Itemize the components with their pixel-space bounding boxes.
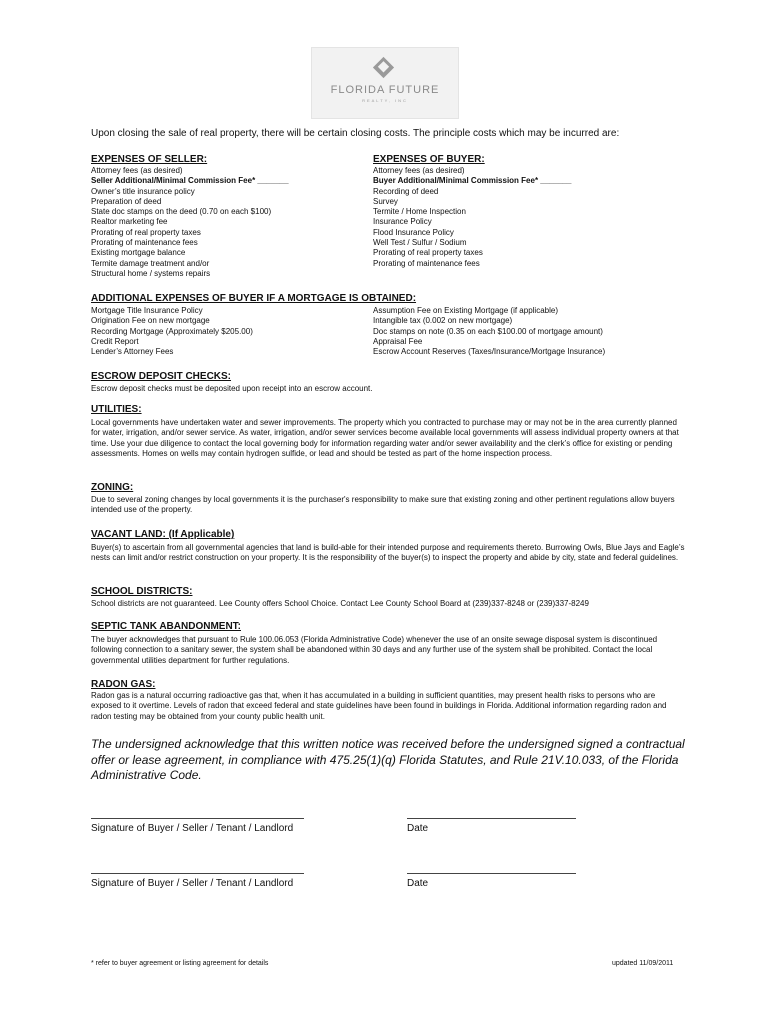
list-item: Prorating of real property taxes [91,227,201,237]
escrow-text: Escrow deposit checks must be deposited upon receipt into an escrow account. [91,384,373,393]
seller-expenses-title: EXPENSES OF SELLER: [91,154,208,165]
list-item: Origination Fee on new mortgage [91,316,210,326]
list-item: Owner’s title insurance policy [91,186,195,196]
utilities-title: UTILITIES: [91,404,142,415]
septic-text: The buyer acknowledges that pursuant to Rule 100.06.053 (Florida Administrative Code) whenever the use of an onsite sewage disposal system is discontinued following connection to a sanitary sewer, the system shall be abandoned within 30 days and any further use of the system shall be prohibited. Contact the local governmental utilities department for further regulations. [91,635,658,665]
acknowledgement-statement: The undersigned acknowledge that this written notice was received before the undersigned signed a contractual offer or lease agreement, in compliance with 475.25(1)(q) Florida Statutes, and Rule 21V.10.033, of the Florida Administrative Code. [91,737,685,782]
list-item: Doc stamps on note (0.35 on each $100.00 of mortgage amount) [373,326,603,336]
list-item: Termite damage treatment and/or [91,258,210,268]
list-item: Credit Report [91,336,139,346]
list-item: Survey [373,196,398,206]
zoning-title: ZONING: [91,482,134,493]
list-item: Recording of deed [373,186,439,196]
list-item: Structural home / systems repairs [91,268,211,278]
logo-subtitle: REALTY, INC [362,98,408,103]
list-item: State doc stamps on the deed (0.70 on each $100) [91,207,272,217]
updated-date: updated 11/09/2011 [612,960,674,967]
buyer-expenses-title: EXPENSES OF BUYER: [373,154,485,165]
signature-line[interactable] [91,818,304,819]
logo-name: FLORIDA FUTURE [330,84,440,96]
list-item: Attorney fees (as desired) [91,166,183,175]
diamond-logo-icon [373,57,394,78]
list-item: Mortgage Title Insurance Policy [91,306,203,315]
school-text: School districts are not guaranteed. Lee County offers School Choice. Contact Lee County School Board at (239)337-8248 or (239)337-8249 [91,599,589,608]
list-item: Lender’s Attorney Fees [91,347,174,357]
date-label: Date [407,878,429,889]
vacant-land-title: VACANT LAND: (If Applicable) [91,529,235,540]
seller-expenses [91,154,289,279]
zoning-text: Due to several zoning changes by local governments it is the purchaser's responsibility to make sure that existing zoning and other pertinent regulations allow buyers intended use of the property. [91,495,675,515]
vacant-land-text: Buyer(s) to ascertain from all governmental agencies that land is build-able for their intended purpose and requirements thereto. Burrowing Owls, Blue Jays and Eagle’s nests can limit and/or restrict construction on your property. It is the responsibility of the buyer(s) to inspect the property and abide by city, state and federal guidelines. [91,543,685,563]
septic-title: SEPTIC TANK ABANDONMENT: [91,621,241,632]
radon-text: Radon gas is a natural occurring radioactive gas that, when it has accumulated in a building in sufficient quantities, may present health risks to persons who are exposed to it overtime. Levels of radon that exceed federal and state guidelines have been found in buildings in Florida. Additional information regarding radon and radon testing may be obtained from your county public health unit. [91,691,667,721]
signature-label: Signature of Buyer / Seller / Tenant / Landlord [91,823,294,834]
list-item: Seller Additional/Minimal Commission Fee* _______ [91,176,289,186]
mortgage-title: ADDITIONAL EXPENSES OF BUYER IF A MORTGAGE IS OBTAINED: [91,293,417,304]
signature-label: Signature of Buyer / Seller / Tenant / Landlord [91,878,294,889]
list-item: Preparation of deed [91,196,162,206]
list-item: Prorating of real property taxes [373,248,483,258]
signature-line[interactable] [91,873,304,874]
list-item: Existing mortgage balance [91,248,186,258]
list-item: Well Test / Sulfur / Sodium [373,238,467,248]
list-item: Intangible tax (0.002 on new mortgage) [373,316,513,326]
date-line[interactable] [407,818,576,819]
list-item: Prorating of maintenance fees [91,238,198,248]
mortgage-left-list [91,306,253,357]
intro-text: Upon closing the sale of real property, there will be certain closing costs. The principle costs which may be incurred are: [91,128,620,139]
list-item: Assumption Fee on Existing Mortgage (if applicable) [373,306,558,315]
mortgage-right-list [373,306,605,357]
company-logo [311,47,459,119]
list-item: Attorney fees (as desired) [373,166,465,175]
list-item: Termite / Home Inspection [373,207,466,217]
escrow-title: ESCROW DEPOSIT CHECKS: [91,371,232,382]
list-item: Prorating of maintenance fees [373,258,480,268]
footnote: * refer to buyer agreement or listing agreement for details [91,960,269,967]
list-item: Insurance Policy [373,217,432,227]
buyer-expenses [373,154,571,269]
utilities-text: Local governments have undertaken water and sewer improvements. The property which you contracted to purchase may or may not be in the area currently planned for water, irrigation, and/or sewer service. As water, irrigation, and/or sewer services become available local governments will assess individual property owners at that time. Use your due diligence to contact the local governing body for information regarding water and/or sewer availability and the clerk’s office for existing or pending assessments. Homes on wells may contain hydrogen sulfide, or lead and should be tested as part of the home inspection process. [91,418,679,458]
list-item: Realtor marketing fee [91,217,168,227]
list-item: Flood Insurance Policy [373,227,454,237]
date-line[interactable] [407,873,576,874]
date-label: Date [407,823,429,834]
list-item: Appraisal Fee [373,336,423,346]
list-item: Escrow Account Reserves (Taxes/Insurance/Mortgage Insurance) [373,347,606,357]
list-item: Buyer Additional/Minimal Commission Fee* _______ [373,176,572,186]
school-title: SCHOOL DISTRICTS: [91,586,193,597]
list-item: Recording Mortgage (Approximately $205.00) [91,326,253,336]
radon-title: RADON GAS: [91,679,156,690]
